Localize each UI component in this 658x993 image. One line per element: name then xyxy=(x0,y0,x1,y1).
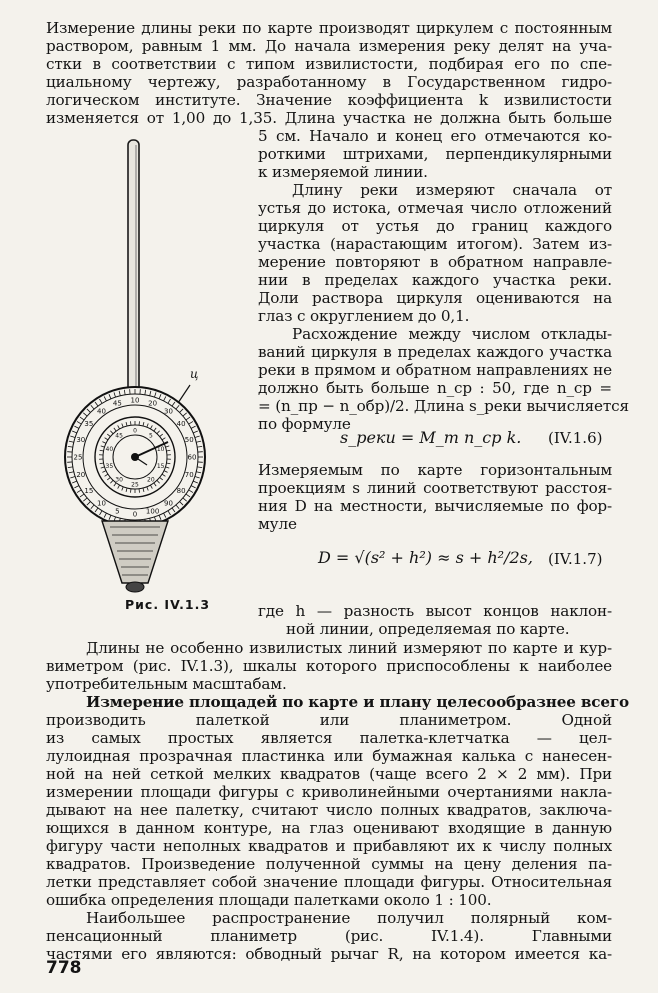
dial-number: 60 xyxy=(187,453,197,462)
text-line: устья до истока, отмечая число отложений xyxy=(258,199,612,217)
text-line: Доли раствора циркуля оцениваются на xyxy=(258,289,612,307)
text-line: Измеряемым по карте горизонтальным xyxy=(258,461,612,479)
page-number: 778 xyxy=(46,958,82,978)
dial-tick xyxy=(139,421,140,425)
dial-number: 30 xyxy=(115,476,123,484)
dial-number: 20 xyxy=(148,399,158,408)
text-line: по формуле xyxy=(258,415,351,433)
dial-number: 20 xyxy=(147,476,155,484)
text-line: виметром (рис. IV.1.3), шкалы которого приспособлены к наиболее xyxy=(46,657,612,675)
dial-number: 5 xyxy=(115,507,120,516)
text-line: 5 см. Начало и конец его отмечаются ко- xyxy=(258,127,612,145)
text-line: муле xyxy=(258,515,297,533)
text-line: мерение повторяют в обратном направле- xyxy=(258,253,612,271)
dial-number: 90 xyxy=(164,499,173,508)
dial-number: 45 xyxy=(112,399,122,408)
dial-number: 15 xyxy=(84,487,94,496)
text-line: лулоидная прозрачная пластинка или бумажная калька с нанесен- xyxy=(46,747,612,765)
text-line: роткими штрихами, перпендикулярными xyxy=(258,145,612,163)
dial-number: 0 xyxy=(132,510,138,519)
text-line: Наибольшее распространение получил полярный ком- xyxy=(86,909,612,927)
text-line: проекциям s линий соответствуют расстоя- xyxy=(258,479,612,497)
text-line: Расхождение между числом отклады- xyxy=(292,325,612,343)
equation-number: (IV.1.6) xyxy=(548,429,603,447)
text-line: ваний циркуля в пределах каждого участка xyxy=(258,343,612,361)
text-line: употребительным масштабам. xyxy=(46,675,287,693)
text-line: пенсационный планиметр (рис. IV.1.4). Главными xyxy=(46,927,612,945)
dial-tick xyxy=(130,489,131,493)
text-line: летки представляет собой значение площади фигуры. Относительная xyxy=(46,873,612,891)
text-line: стки в соответствии с типом извилистости, подбирая его по спе- xyxy=(46,55,612,73)
dial-number: 100 xyxy=(145,507,160,516)
text-line: Измерение площадей по карте и плану целесообразнее всего xyxy=(86,693,630,711)
text-line: где h — разность высот концов наклон- xyxy=(258,602,612,620)
text-line: дывают на нее палетку, считают число полных квадратов, заключа- xyxy=(46,801,612,819)
text-line: = (n_пр − n_обр)/2. Длина s_реки вычисляется xyxy=(258,397,629,415)
dial-tick xyxy=(139,489,140,493)
text-line: раствором, равным 1 мм. До начала измерения реку делят на уча- xyxy=(46,37,612,55)
dial-tick xyxy=(130,421,131,425)
text-line: к измеряемой линии. xyxy=(258,163,428,181)
dial-number: 10 xyxy=(130,396,140,405)
text-line: циальному чертежу, разработанному в Государственном гидро- xyxy=(46,73,612,91)
dial-number: 35 xyxy=(105,462,114,470)
dial-number: 25 xyxy=(73,453,83,462)
text-line: квадратов. Произведение полученной суммы на цену деления па- xyxy=(46,855,612,873)
text-line: ной линии, определяемая по карте. xyxy=(286,620,570,638)
dial-number: 0 xyxy=(133,427,137,435)
dial-number: 20 xyxy=(76,471,86,480)
text-line: ния D на местности, вычисляемые по фор- xyxy=(258,497,612,515)
dial-number: 30 xyxy=(164,407,173,416)
text-line: Длины не особенно извилистых линий измеряют по карте и кур- xyxy=(86,639,612,657)
text-line: производить палеткой или планиметром. Одной xyxy=(46,711,612,729)
text-line: ющихся в данном контуре, на глаз оценивают входящие в данную xyxy=(46,819,612,837)
dial-number: 40 xyxy=(97,407,106,416)
text-line: глаз с округлением до 0,1. xyxy=(258,307,470,325)
text-line: ной на ней сеткой мелких квадратов (чаще всего 2 × 2 мм). При xyxy=(46,765,612,783)
text-line: Длину реки измеряют сначала от xyxy=(292,181,612,199)
dial-number: 5 xyxy=(148,432,153,440)
dial-number: 40 xyxy=(105,446,114,454)
dial-number: 30 xyxy=(76,435,86,444)
text-line: реки в прямом и обратном направлениях не xyxy=(258,361,612,379)
dial-number: 70 xyxy=(184,471,194,480)
dial-number: 45 xyxy=(115,432,123,440)
text-line: частями его являются: обводный рычаг R, на котором имеется ка- xyxy=(46,945,612,963)
text-line: измерении площади фигуры с криволинейными очертаниями накла- xyxy=(46,783,612,801)
dial-number: 35 xyxy=(84,419,94,428)
curvimeter-figure xyxy=(50,135,225,595)
dial-number: 80 xyxy=(176,487,186,496)
dial-number: 40 xyxy=(176,419,186,428)
text-line: изменяется от 1,00 до 1,35. Длина участка не должна быть больше xyxy=(46,109,612,127)
text-line: фигуру части неполных квадратов и прибавляют их к числу полных xyxy=(46,837,612,855)
pointer-label: ц xyxy=(190,367,199,381)
text-line: нии в пределах каждого участка реки. xyxy=(258,271,612,289)
figure-caption: Рис. IV.1.3 xyxy=(125,597,211,612)
dial-number: 10 xyxy=(156,446,165,454)
dial-number: 50 xyxy=(184,435,194,444)
text-line: участка (нарастающим итогом). Затем из- xyxy=(258,235,612,253)
dial-number: 25 xyxy=(131,481,139,489)
text-line: Измерение длины реки по карте производят циркулем с постоянным xyxy=(46,19,612,37)
formula-iv-1-7: D = √(s² + h²) ≈ s + h²/2s, xyxy=(318,548,533,567)
text-line: циркуля от устья до границ каждого xyxy=(258,217,612,235)
text-line: должно быть больше n_ср : 50, где n_ср = xyxy=(258,379,612,397)
dial-number: 10 xyxy=(97,499,106,508)
text-line: ошибка определения площади палетками около 1 : 100. xyxy=(46,891,492,909)
text-line: из самых простых является палетка-клетчатка — цел- xyxy=(46,729,612,747)
formula-iv-1-6: s_реки = M_т n_ср k. xyxy=(340,428,522,447)
dial-number: 15 xyxy=(156,462,165,470)
equation-number: (IV.1.7) xyxy=(548,550,603,568)
text-line: логическом институте. Значение коэффициента k извилистости xyxy=(46,91,612,109)
